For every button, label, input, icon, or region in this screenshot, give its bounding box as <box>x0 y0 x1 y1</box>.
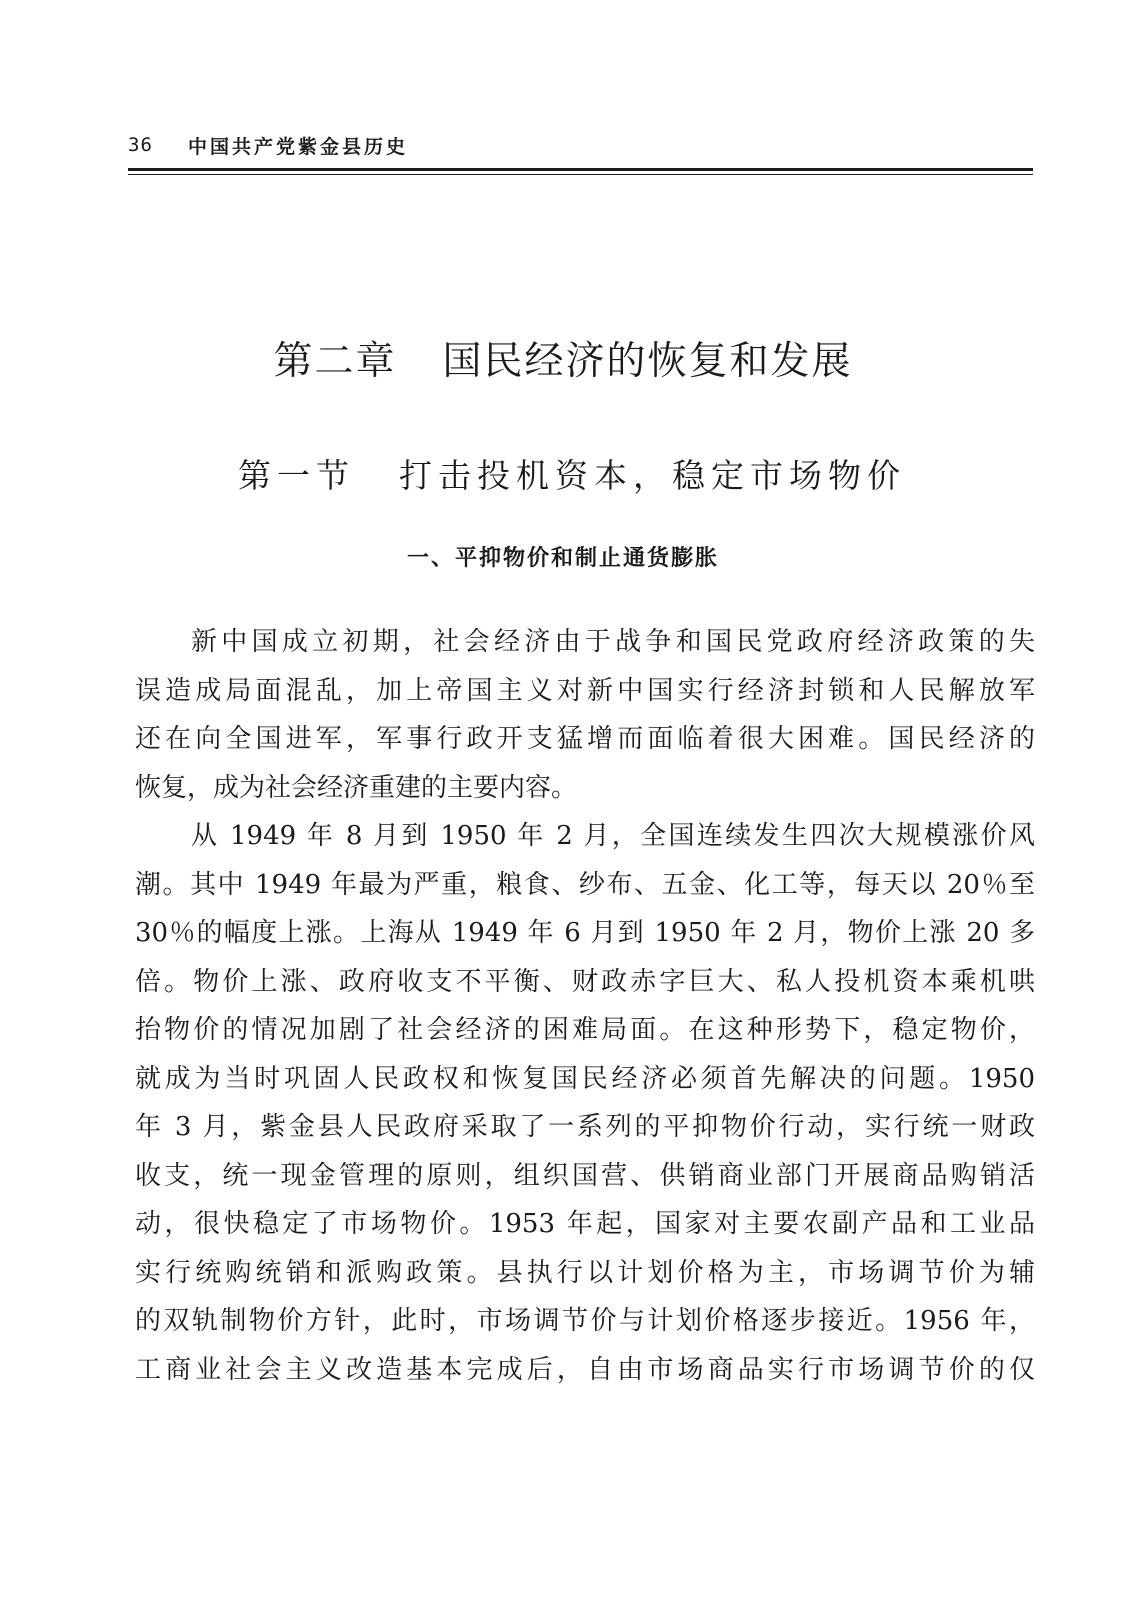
paragraph-1 <box>135 618 1035 812</box>
body-text <box>135 618 1035 1394</box>
text-line: 30％的幅度上涨。上海从 1949 年 6 月到 1950 年 2 月，物价上涨 20 多 <box>135 918 1035 948</box>
paragraph-2 <box>135 812 1035 1394</box>
text-line: 实行统购统销和派购政策。县执行以计划价格为主，市场调节价为辅 <box>135 1257 1035 1288</box>
page-number: 36 <box>128 134 153 156</box>
text-line: 新中国成立初期，社会经济由于战争和国民党政府经济政策的失 <box>191 627 1035 657</box>
book-title: 中国共产党紫金县历史 <box>188 136 409 158</box>
chapter-number: 第二章 <box>273 339 397 384</box>
header-rule-thin <box>128 174 1033 175</box>
header-rule-thick <box>128 168 1033 171</box>
text-line: 收支，统一现金管理的原则，组织国营、供销商业部门开展商品购销活 <box>135 1160 1035 1191</box>
text-line: 还在向全国进军，军事行政开支猛增而面临着很大困难。国民经济的 <box>135 724 1035 754</box>
text-line: 从 1949 年 8 月到 1950 年 2 月，全国连续发生四次大规模涨价风 <box>191 821 1035 851</box>
text-line: 工商业社会主义改造基本完成后，自由市场商品实行市场调节价的仅 <box>135 1354 1035 1385</box>
text-line: 恢复，成为社会经济重建的主要内容。 <box>135 772 578 803</box>
text-line: 年 3 月，紫金县人民政府采取了一系列的平抑物价行动，实行统一财政 <box>135 1112 1035 1142</box>
text-line: 抬物价的情况加剧了社会经济的困难局面。在这种形势下，稳定物价， <box>135 1015 1035 1045</box>
section-heading <box>0 450 1126 497</box>
chapter-title: 国民经济的恢复和发展 <box>442 339 853 384</box>
section-title: 打击投机资本，稳定市场物价 <box>399 456 906 495</box>
chapter-heading <box>0 330 1126 386</box>
text-line: 就成为当时巩固人民政权和恢复国民经济必须首先解决的问题。1950 <box>135 1063 1035 1094</box>
text-line: 动，很快稳定了市场物价。1953 年起，国家对主要农副产品和工业品 <box>135 1209 1035 1239</box>
text-line: 倍。物价上涨、政府收支不平衡、财政赤字巨大、私人投机资本乘机哄 <box>135 966 1035 997</box>
running-header <box>128 132 1028 162</box>
text-line: 潮。其中 1949 年最为严重，粮食、纱布、五金、化工等，每天以 20％至 <box>135 869 1035 900</box>
text-line: 的双轨制物价方针，此时，市场调节价与计划价格逐步接近。1956 年， <box>135 1306 1035 1336</box>
text-line: 误造成局面混乱，加上帝国主义对新中国实行经济封锁和人民解放军 <box>135 675 1035 706</box>
section-number: 第一节 <box>238 456 355 495</box>
subsection-heading: 一、平抑物价和制止通货膨胀 <box>406 546 719 571</box>
